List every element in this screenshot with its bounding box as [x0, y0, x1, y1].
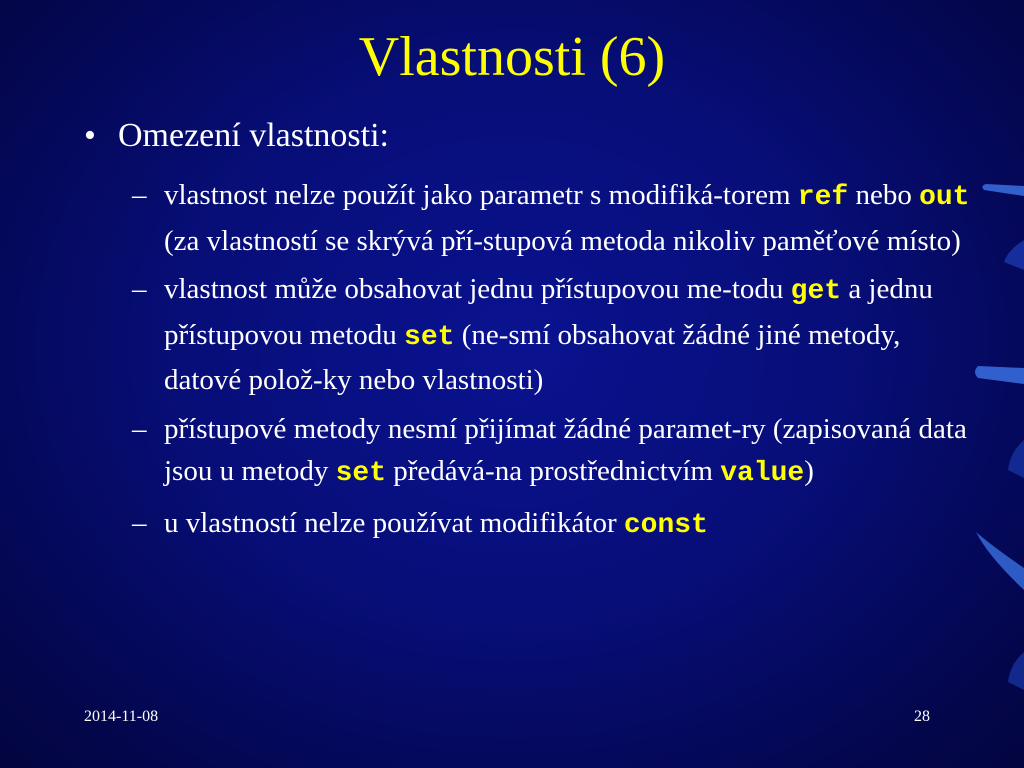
decor-stripe-2 [1004, 240, 1024, 270]
sub-bullet-text: (za vlastností se skrývá pří-stupová metoda nikoliv paměťové místo) [164, 224, 961, 257]
sub-bullet-item [132, 268, 972, 402]
decor-stripe-5 [976, 532, 1024, 590]
bullet-item [84, 114, 389, 158]
decor-stripe-3 [975, 366, 1024, 384]
sub-bullet-text: (ne-smí obsahovat žádné jiné metody, datové polož-ky nebo vlastnosti) [164, 318, 901, 396]
sub-bullet-item [132, 174, 972, 262]
code-keyword: get [790, 276, 842, 307]
sub-bullet-text: u vlastností nelze používat modifikátor [164, 506, 624, 539]
code-keyword: out [919, 182, 970, 213]
sub-bullet-item [132, 408, 972, 496]
sub-bullet-text: předává-na prostřednictvím [386, 455, 721, 487]
footer-date: 2014-11-08 [84, 708, 159, 725]
dash-marker: – [132, 273, 147, 305]
sub-bullet-text: ) [804, 455, 814, 487]
sub-bullet-text: nebo [848, 179, 920, 211]
decorative-stripes [964, 0, 1024, 768]
sub-bullet-text: vlastnost nelze použít jako parametr s modifiká-torem [164, 179, 798, 211]
code-keyword: const [623, 509, 708, 541]
footer-page-number: 28 [914, 708, 930, 725]
sub-bullet-text: vlastnost může obsahovat jednu přístupovou me-todu [164, 273, 791, 305]
bullet-dot: • [84, 117, 96, 154]
dash-marker: – [132, 179, 147, 211]
code-keyword: set [335, 458, 387, 489]
sub-bullet-list [132, 174, 972, 553]
slide-title: Vlastnosti (6) [358, 26, 666, 88]
sub-bullet-text: přístupové metody nesmí přijímat žádné paramet-ry (zapisovaná data jsou u metody [164, 412, 967, 487]
decor-stripe-4 [1008, 440, 1024, 478]
dash-marker: – [132, 506, 147, 539]
code-keyword: ref [797, 182, 849, 213]
code-keyword: value [720, 458, 805, 489]
sub-bullet-item [132, 502, 972, 548]
dash-marker: – [132, 412, 147, 445]
decor-stripe-6 [1008, 652, 1024, 690]
decor-stripe-1 [982, 184, 1024, 196]
code-keyword: set [404, 321, 455, 353]
sub-bullet-text: a jednu přístupovou metodu [164, 273, 933, 351]
bullet-text: Omezení vlastnosti: [118, 117, 390, 154]
